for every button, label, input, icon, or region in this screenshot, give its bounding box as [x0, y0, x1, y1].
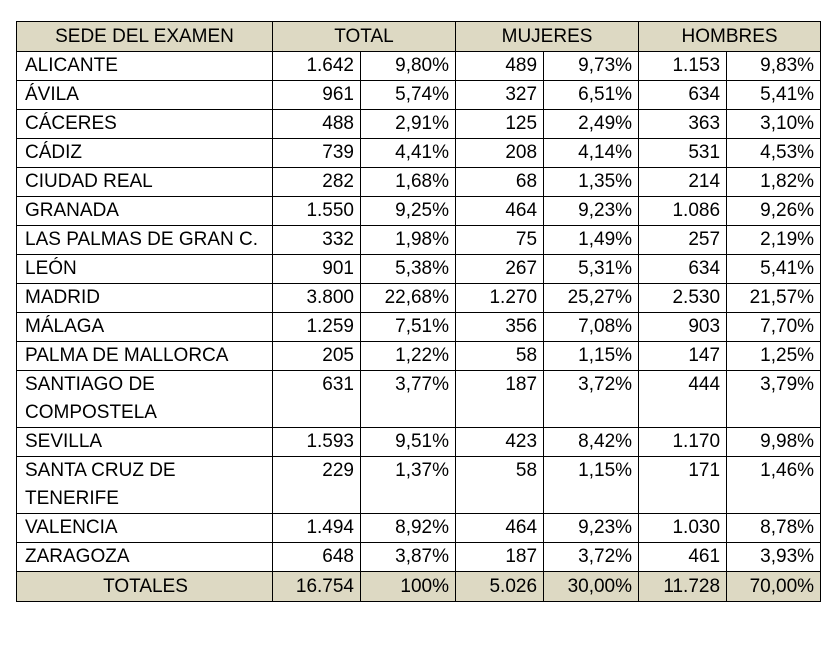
cell-hombres-count: 1.086 — [639, 197, 727, 226]
cell-total-percent: 1,68% — [361, 168, 456, 197]
cell-total-percent: 4,41% — [361, 139, 456, 168]
header-row — [17, 22, 821, 52]
cell-mujeres-count: 267 — [456, 255, 544, 284]
cell-hombres-count: 903 — [639, 313, 727, 342]
cell-hombres-percent: 8,78% — [727, 514, 821, 543]
header-total: TOTAL — [273, 22, 456, 52]
table-row — [17, 168, 821, 197]
table-row — [17, 514, 821, 543]
cell-mujeres-count: 58 — [456, 342, 544, 371]
totals-hombres-count: 11.728 — [639, 572, 727, 602]
table-row — [17, 52, 821, 81]
cell-mujeres-count: 464 — [456, 197, 544, 226]
cell-hombres-count: 1.030 — [639, 514, 727, 543]
cell-mujeres-percent: 9,73% — [544, 52, 639, 81]
cell-hombres-percent: 5,41% — [727, 255, 821, 284]
cell-mujeres-count: 68 — [456, 168, 544, 197]
cell-total-count: 229 — [273, 457, 361, 514]
cell-sede: MÁLAGA — [17, 313, 273, 342]
cell-total-count: 3.800 — [273, 284, 361, 313]
cell-sede: ALICANTE — [17, 52, 273, 81]
header-hombres: HOMBRES — [639, 22, 821, 52]
table-row — [17, 457, 821, 514]
table-row — [17, 284, 821, 313]
totals-total-percent: 100% — [361, 572, 456, 602]
cell-sede: ZARAGOZA — [17, 543, 273, 572]
totals-label: TOTALES — [17, 572, 273, 602]
cell-total-percent: 5,38% — [361, 255, 456, 284]
cell-hombres-percent: 9,26% — [727, 197, 821, 226]
cell-mujeres-count: 187 — [456, 543, 544, 572]
cell-hombres-percent: 1,82% — [727, 168, 821, 197]
cell-sede: MADRID — [17, 284, 273, 313]
cell-mujeres-count: 423 — [456, 428, 544, 457]
cell-mujeres-count: 489 — [456, 52, 544, 81]
cell-total-percent: 8,92% — [361, 514, 456, 543]
cell-mujeres-percent: 5,31% — [544, 255, 639, 284]
cell-hombres-count: 1.170 — [639, 428, 727, 457]
cell-mujeres-percent: 1,49% — [544, 226, 639, 255]
cell-hombres-count: 171 — [639, 457, 727, 514]
totals-row — [17, 572, 821, 602]
cell-sede: PALMA DE MALLORCA — [17, 342, 273, 371]
cell-sede: ÁVILA — [17, 81, 273, 110]
cell-mujeres-percent: 6,51% — [544, 81, 639, 110]
table-row — [17, 81, 821, 110]
table-row — [17, 371, 821, 428]
totals-mujeres-count: 5.026 — [456, 572, 544, 602]
cell-total-percent: 2,91% — [361, 110, 456, 139]
table-row — [17, 428, 821, 457]
cell-mujeres-percent: 7,08% — [544, 313, 639, 342]
cell-hombres-percent: 3,93% — [727, 543, 821, 572]
cell-total-percent: 9,25% — [361, 197, 456, 226]
cell-total-count: 1.259 — [273, 313, 361, 342]
cell-hombres-count: 214 — [639, 168, 727, 197]
header-mujeres: MUJERES — [456, 22, 639, 52]
exam-sites-table-container — [16, 21, 820, 602]
cell-hombres-count: 531 — [639, 139, 727, 168]
table-row — [17, 255, 821, 284]
cell-mujeres-count: 187 — [456, 371, 544, 428]
cell-sede: SANTIAGO DE COMPOSTELA — [17, 371, 273, 428]
cell-total-count: 648 — [273, 543, 361, 572]
cell-total-percent: 22,68% — [361, 284, 456, 313]
cell-total-count: 1.642 — [273, 52, 361, 81]
cell-mujeres-percent: 3,72% — [544, 371, 639, 428]
cell-sede: GRANADA — [17, 197, 273, 226]
cell-total-count: 1.550 — [273, 197, 361, 226]
totals-total-count: 16.754 — [273, 572, 361, 602]
cell-hombres-count: 147 — [639, 342, 727, 371]
cell-hombres-count: 634 — [639, 255, 727, 284]
table-row — [17, 342, 821, 371]
cell-hombres-count: 634 — [639, 81, 727, 110]
header-sede: SEDE DEL EXAMEN — [17, 22, 273, 52]
table-row — [17, 197, 821, 226]
totals-mujeres-percent: 30,00% — [544, 572, 639, 602]
cell-mujeres-count: 327 — [456, 81, 544, 110]
cell-total-percent: 3,77% — [361, 371, 456, 428]
cell-mujeres-percent: 9,23% — [544, 197, 639, 226]
cell-total-percent: 5,74% — [361, 81, 456, 110]
cell-mujeres-percent: 1,15% — [544, 342, 639, 371]
cell-sede: CÁCERES — [17, 110, 273, 139]
cell-total-count: 282 — [273, 168, 361, 197]
cell-sede: SANTA CRUZ DE TENERIFE — [17, 457, 273, 514]
table-footer — [17, 572, 821, 602]
cell-total-percent: 1,22% — [361, 342, 456, 371]
cell-total-percent: 9,80% — [361, 52, 456, 81]
cell-mujeres-percent: 25,27% — [544, 284, 639, 313]
cell-hombres-percent: 21,57% — [727, 284, 821, 313]
cell-hombres-count: 2.530 — [639, 284, 727, 313]
cell-hombres-percent: 9,83% — [727, 52, 821, 81]
cell-total-count: 332 — [273, 226, 361, 255]
cell-mujeres-count: 1.270 — [456, 284, 544, 313]
cell-total-count: 1.494 — [273, 514, 361, 543]
cell-hombres-count: 257 — [639, 226, 727, 255]
cell-mujeres-count: 464 — [456, 514, 544, 543]
cell-total-count: 739 — [273, 139, 361, 168]
cell-sede: LAS PALMAS DE GRAN C. — [17, 226, 273, 255]
cell-hombres-percent: 7,70% — [727, 313, 821, 342]
cell-hombres-percent: 9,98% — [727, 428, 821, 457]
cell-hombres-percent: 1,46% — [727, 457, 821, 514]
cell-mujeres-percent: 1,15% — [544, 457, 639, 514]
cell-mujeres-percent: 1,35% — [544, 168, 639, 197]
cell-total-count: 631 — [273, 371, 361, 428]
cell-hombres-percent: 5,41% — [727, 81, 821, 110]
cell-hombres-percent: 4,53% — [727, 139, 821, 168]
cell-hombres-percent: 3,79% — [727, 371, 821, 428]
cell-sede: VALENCIA — [17, 514, 273, 543]
cell-sede: SEVILLA — [17, 428, 273, 457]
cell-total-count: 1.593 — [273, 428, 361, 457]
cell-mujeres-count: 208 — [456, 139, 544, 168]
cell-hombres-count: 461 — [639, 543, 727, 572]
cell-mujeres-count: 356 — [456, 313, 544, 342]
cell-mujeres-percent: 2,49% — [544, 110, 639, 139]
cell-mujeres-percent: 8,42% — [544, 428, 639, 457]
table-row — [17, 543, 821, 572]
cell-total-count: 205 — [273, 342, 361, 371]
cell-hombres-count: 363 — [639, 110, 727, 139]
cell-sede: CIUDAD REAL — [17, 168, 273, 197]
cell-mujeres-percent: 4,14% — [544, 139, 639, 168]
cell-mujeres-count: 125 — [456, 110, 544, 139]
cell-sede: LEÓN — [17, 255, 273, 284]
cell-mujeres-percent: 3,72% — [544, 543, 639, 572]
cell-total-percent: 7,51% — [361, 313, 456, 342]
table-row — [17, 226, 821, 255]
table-row — [17, 110, 821, 139]
exam-sites-table — [16, 21, 821, 602]
cell-mujeres-count: 75 — [456, 226, 544, 255]
cell-total-count: 901 — [273, 255, 361, 284]
cell-total-percent: 1,98% — [361, 226, 456, 255]
cell-hombres-count: 1.153 — [639, 52, 727, 81]
cell-total-count: 488 — [273, 110, 361, 139]
cell-total-percent: 9,51% — [361, 428, 456, 457]
cell-mujeres-percent: 9,23% — [544, 514, 639, 543]
table-header — [17, 22, 821, 52]
cell-hombres-count: 444 — [639, 371, 727, 428]
cell-mujeres-count: 58 — [456, 457, 544, 514]
table-row — [17, 139, 821, 168]
cell-hombres-percent: 3,10% — [727, 110, 821, 139]
cell-hombres-percent: 2,19% — [727, 226, 821, 255]
table-row — [17, 313, 821, 342]
cell-hombres-percent: 1,25% — [727, 342, 821, 371]
table-body — [17, 52, 821, 572]
totals-hombres-percent: 70,00% — [727, 572, 821, 602]
cell-total-count: 961 — [273, 81, 361, 110]
cell-total-percent: 3,87% — [361, 543, 456, 572]
cell-total-percent: 1,37% — [361, 457, 456, 514]
cell-sede: CÁDIZ — [17, 139, 273, 168]
